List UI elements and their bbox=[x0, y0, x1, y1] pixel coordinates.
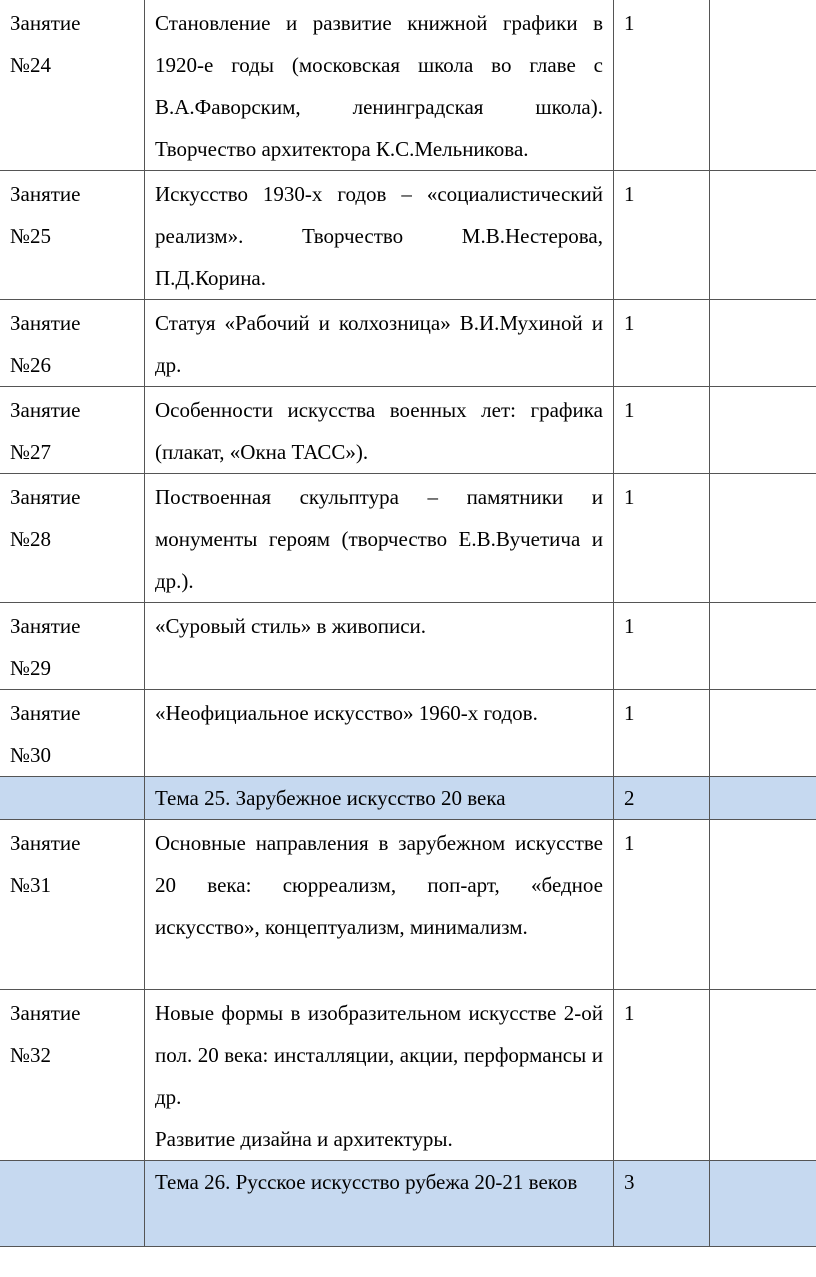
theme-row bbox=[0, 1161, 816, 1247]
lesson-cell bbox=[0, 474, 145, 603]
extra-cell bbox=[710, 990, 816, 1161]
extra-cell bbox=[710, 387, 816, 474]
lesson-number: №25 bbox=[10, 224, 52, 248]
lesson-cell bbox=[0, 0, 145, 171]
hours-cell: 3 bbox=[614, 1161, 710, 1247]
lesson-label: Занятие bbox=[10, 398, 81, 422]
hours-cell: 1 bbox=[614, 690, 710, 777]
extra-cell bbox=[710, 690, 816, 777]
extra-cell bbox=[710, 171, 816, 300]
topic-text-extra: Развитие дизайна и архитектуры. bbox=[155, 1127, 453, 1151]
lesson-label: Занятие bbox=[10, 1001, 81, 1025]
table-row bbox=[0, 0, 816, 171]
topic-text: Новые формы в изобразительном искусстве 2-ой пол. 20 века: инсталляции, акции, перформансы и др. bbox=[155, 1001, 603, 1109]
lesson-cell bbox=[0, 820, 145, 990]
lesson-cell bbox=[0, 690, 145, 777]
lesson-label: Занятие bbox=[10, 485, 81, 509]
hours-cell: 1 bbox=[614, 990, 710, 1161]
topic-cell bbox=[145, 990, 614, 1161]
table-row bbox=[0, 820, 816, 990]
theme-title: Тема 25. Зарубежное искусство 20 века bbox=[145, 777, 614, 820]
lesson-cell bbox=[0, 171, 145, 300]
lesson-number: №30 bbox=[10, 743, 52, 767]
lesson-cell bbox=[0, 603, 145, 690]
table-row bbox=[0, 603, 816, 690]
extra-cell bbox=[710, 0, 816, 171]
topic-cell: Особенности искусства военных лет: графика (плакат, «Окна ТАСС»). bbox=[145, 387, 614, 474]
lesson-label: Занятие bbox=[10, 11, 81, 35]
lesson-number: №31 bbox=[10, 873, 52, 897]
hours-cell: 1 bbox=[614, 603, 710, 690]
extra-cell bbox=[710, 300, 816, 387]
hours-cell: 1 bbox=[614, 474, 710, 603]
extra-cell bbox=[710, 1161, 816, 1247]
hours-cell: 1 bbox=[614, 0, 710, 171]
lesson-number: №27 bbox=[10, 440, 52, 464]
table-row bbox=[0, 474, 816, 603]
lesson-number: №24 bbox=[10, 53, 52, 77]
topic-cell: Основные направления в зарубежном искусстве 20 века: сюрреализм, поп-арт, «бедное искусство», концептуализм, минимализм. bbox=[145, 820, 614, 990]
lesson-number: №29 bbox=[10, 656, 52, 680]
lesson-cell bbox=[0, 387, 145, 474]
hours-cell: 1 bbox=[614, 300, 710, 387]
hours-cell: 2 bbox=[614, 777, 710, 820]
topic-cell: Становление и развитие книжной графики в 1920-е годы (московская школа во главе с В.А.Фаворским, ленинградская школа). Творчество архитектора К.С.Мельникова. bbox=[145, 0, 614, 171]
theme-row bbox=[0, 777, 816, 820]
lesson-label: Занятие bbox=[10, 182, 81, 206]
lesson-label: Занятие bbox=[10, 831, 81, 855]
extra-cell bbox=[710, 820, 816, 990]
hours-cell: 1 bbox=[614, 171, 710, 300]
lesson-cell bbox=[0, 1161, 145, 1247]
table-row bbox=[0, 387, 816, 474]
topic-cell: Искусство 1930-х годов – «социалистический реализм». Творчество М.В.Нестерова, П.Д.Корина. bbox=[145, 171, 614, 300]
topic-cell: Статуя «Рабочий и колхозница» В.И.Мухиной и др. bbox=[145, 300, 614, 387]
lesson-label: Занятие bbox=[10, 701, 81, 725]
lesson-number: №32 bbox=[10, 1043, 52, 1067]
lesson-cell bbox=[0, 300, 145, 387]
topic-cell: «Суровый стиль» в живописи. bbox=[145, 603, 614, 690]
table-row bbox=[0, 171, 816, 300]
table-row bbox=[0, 690, 816, 777]
extra-cell bbox=[710, 777, 816, 820]
hours-cell: 1 bbox=[614, 387, 710, 474]
topic-cell: Поствоенная скульптура – памятники и монументы героям (творчество Е.В.Вучетича и др.). bbox=[145, 474, 614, 603]
lesson-number: №26 bbox=[10, 353, 52, 377]
topic-cell: «Неофициальное искусство» 1960-х годов. bbox=[145, 690, 614, 777]
lesson-cell bbox=[0, 777, 145, 820]
table-row bbox=[0, 990, 816, 1161]
lesson-label: Занятие bbox=[10, 614, 81, 638]
extra-cell bbox=[710, 603, 816, 690]
lesson-number: №28 bbox=[10, 527, 52, 551]
theme-title: Тема 26. Русское искусство рубежа 20-21 веков bbox=[145, 1161, 614, 1247]
lesson-label: Занятие bbox=[10, 311, 81, 335]
lesson-cell bbox=[0, 990, 145, 1161]
table-row bbox=[0, 300, 816, 387]
hours-cell: 1 bbox=[614, 820, 710, 990]
extra-cell bbox=[710, 474, 816, 603]
